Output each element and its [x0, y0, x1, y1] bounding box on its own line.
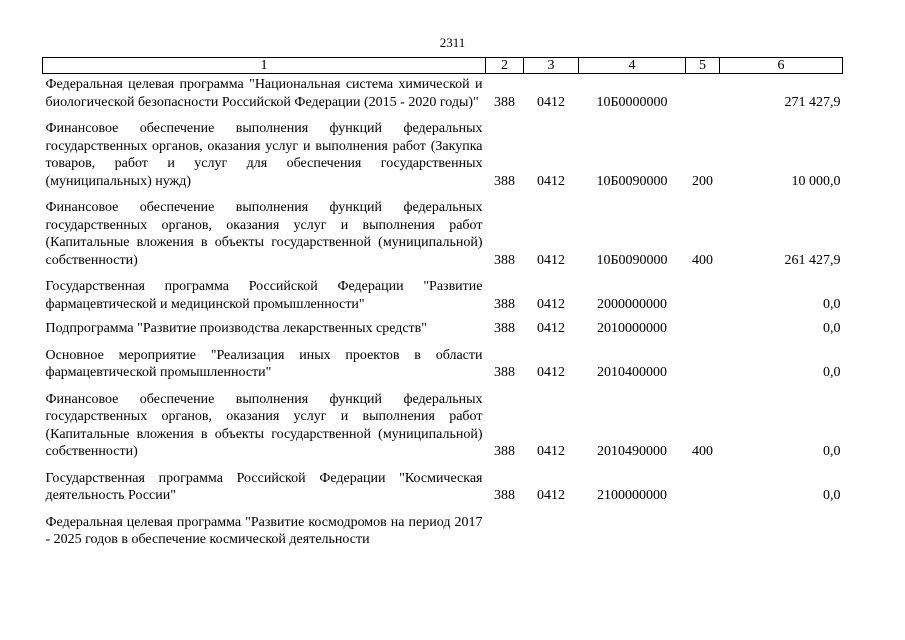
row-target-article: 2010400000: [597, 365, 667, 380]
row-ministry-code: 388: [494, 365, 515, 380]
table-row: [43, 461, 843, 505]
header-col-5: 5: [686, 58, 720, 74]
header-col-1: 1: [43, 58, 486, 74]
row-name: Финансовое обеспечение выполнения функций федеральных государственных органов, оказания услуг и выполнения работ (Закупка товаров, работ и услуг для обеспечения государственных (муниципальных) нужд): [45, 121, 483, 189]
table-row: [43, 505, 843, 549]
table-body: [43, 74, 843, 549]
header-col-3: 3: [524, 58, 579, 74]
table-row: [43, 313, 843, 338]
row-section-code: 0412: [537, 365, 565, 380]
row-target-article: [579, 505, 686, 549]
table-row: [43, 338, 843, 382]
header-col-4: 4: [579, 58, 686, 74]
row-target-article: 10Б0090000: [596, 173, 668, 189]
row-section-code: 0412: [537, 488, 565, 503]
row-amount: 0,0: [823, 321, 841, 336]
row-expense-type: [686, 461, 720, 505]
row-amount: [720, 505, 843, 549]
row-expense-type: [686, 505, 720, 549]
row-amount: 271 427,9: [784, 94, 841, 110]
row-target-article: 10Б0090000: [596, 252, 668, 268]
row-amount: 0,0: [823, 365, 841, 380]
table-row: [43, 382, 843, 461]
row-section-code: 0412: [537, 252, 565, 268]
table-row: [43, 269, 843, 313]
row-ministry-code: 388: [494, 252, 515, 268]
table-row: [43, 111, 843, 190]
row-expense-type: [686, 74, 720, 112]
row-expense-type: [686, 338, 720, 382]
row-ministry-code: 388: [494, 321, 515, 336]
row-amount: 0,0: [823, 296, 841, 312]
row-name: Подпрограмма "Развитие производства лекарственных средств": [45, 321, 427, 336]
row-name: Основное мероприятие "Реализация иных проектов в области фармацевтической промышленности": [45, 347, 483, 380]
row-name: Финансовое обеспечение выполнения функций федеральных государственных органов, оказания услуг и выполнения работ (Капитальные вложения в объекты государственной (муниципальной) собственности): [45, 200, 483, 268]
row-ministry-code: 388: [494, 296, 515, 312]
row-name: Государственная программа Российской Федерации "Развитие фармацевтической и медицинской промышленности": [45, 279, 483, 312]
row-amount: 261 427,9: [784, 252, 841, 268]
row-section-code: 0412: [537, 173, 565, 189]
row-ministry-code: 388: [494, 444, 515, 459]
row-amount: 10 000,0: [791, 173, 841, 189]
row-section-code: 0412: [537, 296, 565, 312]
budget-table: [42, 57, 843, 549]
row-ministry-code: [486, 505, 524, 549]
header-col-2: 2: [486, 58, 524, 74]
row-section-code: [524, 505, 579, 549]
row-section-code: 0412: [537, 444, 565, 459]
row-target-article: 2100000000: [597, 488, 667, 503]
row-section-code: 0412: [537, 321, 565, 336]
row-section-code: 0412: [537, 94, 565, 110]
row-ministry-code: 388: [494, 488, 515, 503]
row-name: Государственная программа Российской Федерации "Космическая деятельность России": [45, 470, 483, 503]
row-ministry-code: 388: [494, 173, 515, 189]
row-target-article: 2000000000: [597, 296, 667, 312]
row-expense-type: [686, 313, 720, 338]
table-header: [43, 58, 843, 74]
row-expense-type: 400: [692, 252, 713, 268]
row-expense-type: 400: [692, 444, 713, 459]
row-target-article: 10Б0000000: [596, 94, 668, 110]
row-amount: 0,0: [823, 444, 841, 459]
row-name: Федеральная целевая программа "Национальная система химической и биологической безопасности Российской Федерации (2015 - 2020 годы)": [45, 77, 483, 110]
row-target-article: 2010490000: [597, 444, 667, 459]
row-expense-type: 200: [692, 173, 713, 189]
row-ministry-code: 388: [494, 94, 515, 110]
header-col-6: 6: [720, 58, 843, 74]
row-expense-type: [686, 269, 720, 313]
row-target-article: 2010000000: [597, 321, 667, 336]
row-name: Федеральная целевая программа "Развитие космодромов на период 2017 - 2025 годов в обеспечение космической деятельности: [45, 514, 483, 547]
table-row: [43, 190, 843, 269]
row-amount: 0,0: [823, 488, 841, 503]
row-name: Финансовое обеспечение выполнения функций федеральных государственных органов, оказания услуг и выполнения работ (Капитальные вложения в объекты государственной (муниципальной) собственности): [45, 391, 483, 459]
table-row: [43, 74, 843, 112]
page-number: 2311: [439, 35, 466, 50]
